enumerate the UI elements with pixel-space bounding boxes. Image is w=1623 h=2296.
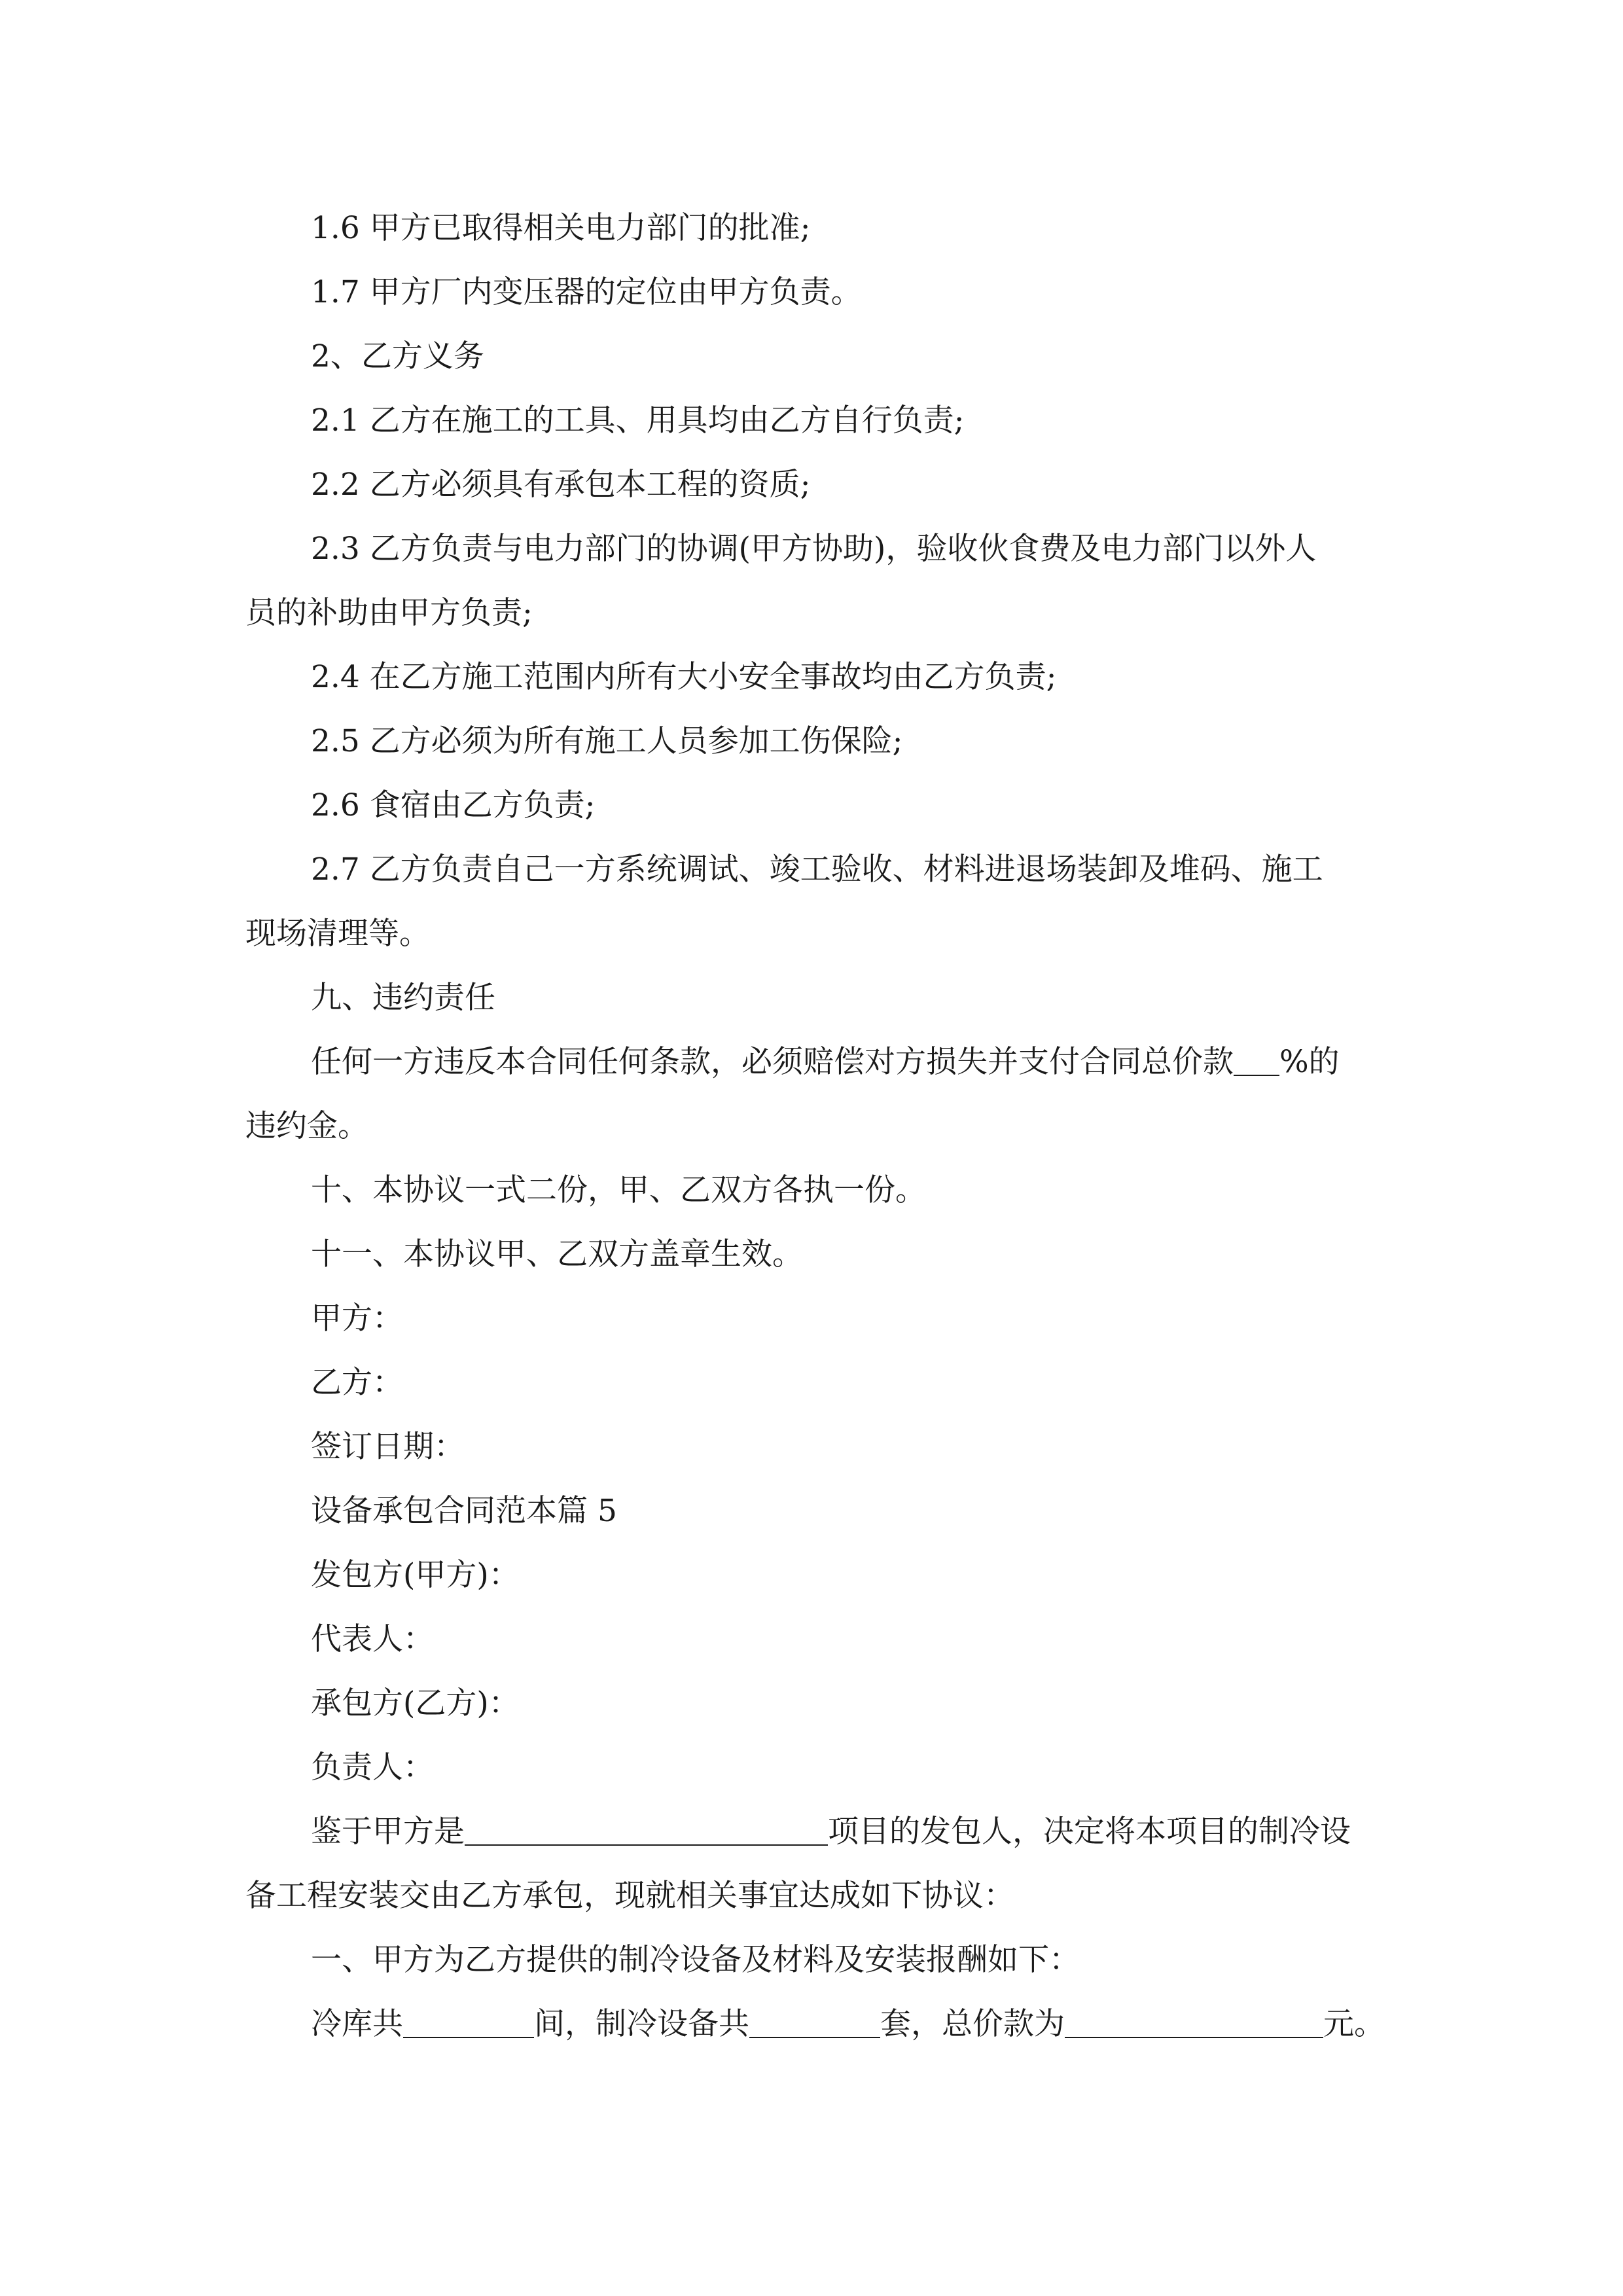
clause-2-7-line2: 现场清理等。: [245, 916, 430, 952]
cold-text-4: 元。: [1323, 2006, 1385, 2042]
sign-date-label: 签订日期：: [311, 1429, 465, 1465]
project-name-blank: [465, 1818, 828, 1846]
clause-2-6: 2.6 食宿由乙方负责;: [311, 787, 596, 823]
breach-paragraph-line2: 违约金。: [245, 1108, 368, 1144]
clause-2-3-line1: 2.3 乙方负责与电力部门的协调(甲方协助)，验收伙食费及电力部门以外人: [311, 531, 1317, 567]
section-heading-11: 十一、本协议甲、乙双方盖章生效。: [311, 1236, 803, 1272]
section-heading-10: 十、本协议一式二份，甲、乙双方各执一份。: [311, 1172, 926, 1208]
clause-1-7: 1.7 甲方厂内变压器的定位由甲方负责。: [311, 274, 862, 310]
cold-text-1: 冷库共: [311, 2006, 403, 2042]
breach-text-start: 任何一方违反本合同任何条款，必须赔偿对方损失并支付合同总价款: [311, 1044, 1234, 1080]
document-body: [245, 196, 1385, 2056]
intro-paragraph-line1: [245, 1800, 1381, 1864]
clause-2-7-line1: 2.7 乙方负责自己一方系统调试、竣工验收、材料进退场装卸及堆码、施工: [311, 852, 1323, 888]
section-heading-1: 一、甲方为乙方提供的制冷设备及材料及安装报酬如下：: [311, 1942, 1080, 1978]
clause-2-4: 2.4 在乙方施工范围内所有大小安全事故均由乙方负责;: [311, 659, 1057, 695]
cold-text-2: 间，制冷设备共: [534, 2006, 749, 2042]
cold-text-3: 套，总价款为: [880, 2006, 1065, 2042]
responsible-label: 负责人：: [311, 1749, 434, 1785]
clause-2-5: 2.5 乙方必须为所有施工人员参加工伤保险;: [311, 723, 903, 759]
total-price-blank: [1065, 2011, 1323, 2038]
issuer-label: 发包方(甲方)：: [311, 1557, 520, 1593]
intro-text-start: 鉴于甲方是: [311, 1814, 465, 1850]
contract-template-title: 设备承包合同范本篇 5: [311, 1493, 617, 1529]
section-heading-9: 九、违约责任: [311, 980, 495, 1016]
intro-text-end: 项目的发包人，决定将本项目的制冷设: [828, 1814, 1351, 1850]
clause-2-2: 2.2 乙方必须具有承包本工程的资质;: [311, 467, 811, 503]
breach-paragraph-line1: [245, 1030, 1381, 1094]
clause-2-3-line2: 员的补助由甲方负责;: [245, 595, 533, 631]
percent-blank: [1234, 1049, 1279, 1076]
cold-storage-line: [245, 1992, 1385, 2056]
sets-count-blank: [749, 2011, 880, 2038]
section-heading-2: 2、乙方义务: [311, 338, 484, 374]
party-b-label: 乙方：: [311, 1365, 403, 1401]
representative-label: 代表人：: [311, 1621, 434, 1657]
clause-1-6: 1.6 甲方已取得相关电力部门的批准;: [311, 210, 811, 246]
contractor-label: 承包方(乙方)：: [311, 1685, 520, 1721]
rooms-count-blank: [403, 2011, 534, 2038]
breach-text-end: %的: [1279, 1044, 1340, 1080]
intro-paragraph-line2: 备工程安装交由乙方承包，现就相关事宜达成如下协议：: [245, 1878, 1014, 1914]
party-a-label: 甲方：: [311, 1300, 403, 1336]
clause-2-1: 2.1 乙方在施工的工具、用具均由乙方自行负责;: [311, 403, 965, 439]
